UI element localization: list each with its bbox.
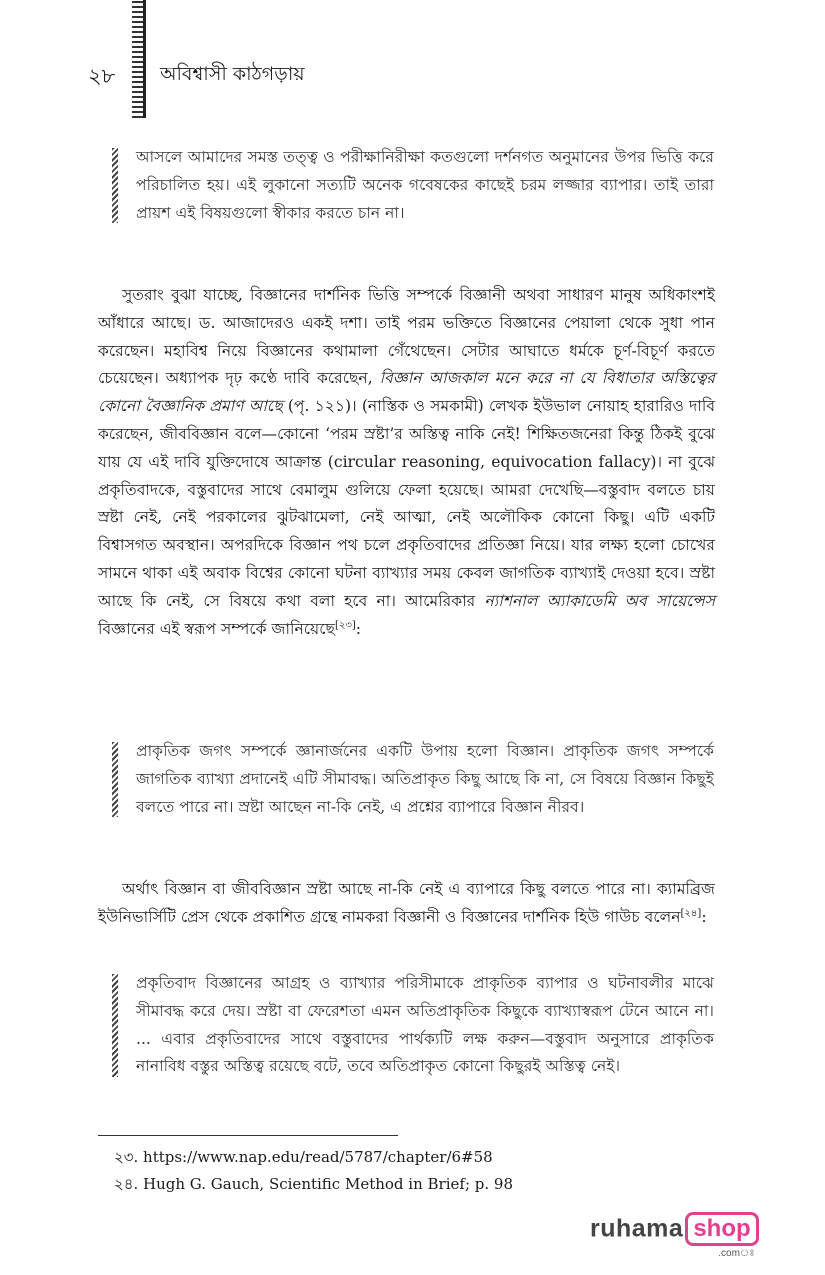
paragraph-text: বিজ্ঞানের এই স্বরূপ সম্পর্কে জানিয়েছে [98,619,335,638]
footnote-24: ২৪. Hugh G. Gauch, Scientific Method in Brief; p. 98 [114,1175,513,1193]
quote-bar [112,742,118,817]
paragraph-text: (পৃ. ১২১)। (নাস্তিক ও সমকামী) লেখক ইউভাল নোয়াহ হারারিও দাবি করেছেন, জীববিজ্ঞান বলে—কোনো ‘পরম স্রষ্টা’র অস্তিত্ব নাকি নেই! শিক্ষিতজনেরা কিন্তু ঠিকই বুঝে যায় যে এই দাবি যুক্তিদোষে আক্রান্ত (circular reasoning, equivocation fallacy)। না বুঝে প্রকৃতিবাদকে, বস্তুবাদের সাথে বেমালুম গুলিয়ে ফেলা হয়েছে। আমরা দেখেছি—বস্তুবাদ বলতে চায় স্রষ্টা নেই, নেই পরকালের ঝুটঝামেলা, নেই আত্মা, নেই অলৌকিক কোনো কিছু। এটি একটি বিশ্বাসগত অবস্থান। অপরদিকে বিজ্ঞান পথ চলে প্রকৃতিবাদের প্রতিজ্ঞা নিয়ে। যার লক্ষ্য হলো চোখের সামনে থাকা এই অবাক বিশ্বের কোনো ঘটনা ব্যাখ্যার সময় কেবল জাগতিক ব্যাখ্যাই দেওয়া হবে। স্রষ্টা আছে কি নেই, সে বিষয়ে কথা বলা হবে না। আমেরিকার [98,397,715,610]
paragraph-text: : [701,907,707,926]
quote-bar [112,148,118,223]
italic-claim: বিজ্ঞান আজকাল মনে করে না যে বিধাতার অস্তিত্বের কোনো বৈজ্ঞানিক প্রমাণ আছে [98,369,715,416]
watermark-logo [590,1212,759,1259]
body-paragraph-1 [98,282,715,643]
reference-24: [২৪] [680,907,702,919]
footnote-23: ২৩. https://www.nap.edu/read/5787/chapter/6#58 [114,1148,493,1166]
paragraph-text: : [355,619,362,638]
running-head: অবিশ্বাসী কাঠগড়ায় [160,63,305,85]
quote-text: আসলে আমাদের সমস্ত তত্ত্ব ও পরীক্ষানিরীক্ষা কতগুলো দর্শনগত অনুমানের উপর ভিত্তি করে পরিচালিত হয়। এই লুকানো সত্যটি অনেক গবেষকের কাছেই চরম লজ্জার ব্যাপার। তাই তারা প্রায়শ এই বিষয়গুলো স্বীকার করতে চান না। [136,148,714,222]
italic-organization: ন্যাশনাল অ্যাকাডেমি অব সায়েন্সেস [484,591,715,610]
header-rule [132,0,146,118]
page-number: ২৮ [88,64,116,88]
watermark-sub: .comঃ [718,1248,755,1259]
watermark-text: ruhama [590,1214,684,1243]
block-quote-2 [112,738,714,821]
footnotes [114,1144,513,1198]
quote-text: প্রকৃতিবাদ বিজ্ঞানের আগ্রহ ও ব্যাখ্যার পরিসীমাকে প্রাকৃতিক ব্যাপার ও ঘটনাবলীর মাঝে সীমাবদ্ধ করে দেয়। স্রষ্টা বা ফেরেশতা এমন অতিপ্রাকৃতিক কিছুকে ব্যাখ্যাস্বরূপ টেনে আনে না। ... এবার প্রকৃতিবাদের সাথে বস্তুবাদের পার্থক্যটি লক্ষ করুন—বস্তুবাদ অনুসারে প্রাকৃতিক নানাবিধ বস্তুর অস্তিত্ব রয়েছে বটে, তবে অতিপ্রাকৃত কোনো কিছুরই অস্তিত্ব নেই। [136,974,714,1076]
block-quote-1 [112,144,714,227]
paragraph-text: সুতরাং বুঝা যাচ্ছে, বিজ্ঞানের দার্শনিক ভিত্তি সম্পর্কে বিজ্ঞানী অথবা সাধারণ মানুষ অধিকাংশই আঁধারে আছে। ড. আজাদেরও একই দশা। তাই পরম ভক্তিতে বিজ্ঞানের পেয়ালা থেকে সুধা পান করেছেন। মহাবিশ্ব নিয়ে বিজ্ঞানের কথামালা গেঁথেছেন। সেটার আঘাতে ধর্মকে চূর্ণ-বিচূর্ণ করতে চেয়েছেন। অধ্যাপক দৃঢ় কণ্ঠে দাবি করেছেন, [98,286,715,388]
watermark-box: shop [685,1212,758,1246]
quote-text: প্রাকৃতিক জগৎ সম্পর্কে জ্ঞানার্জনের একটি উপায় হলো বিজ্ঞান। প্রাকৃতিক জগৎ সম্পর্কে জাগতিক ব্যাখ্যা প্রদানেই এটি সীমাবদ্ধ। অতিপ্রাকৃত কিছু আছে কি না, সে বিষয়ে বিজ্ঞান কিছুই বলতে পারে না। স্রষ্টা আছেন না-কি নেই, এ প্রশ্নের ব্যাপারে বিজ্ঞান নীরব। [136,742,714,816]
footnote-rule [98,1135,398,1136]
body-paragraph-2 [98,876,715,932]
block-quote-3 [112,970,714,1081]
reference-23: [২৩] [334,619,356,631]
paragraph-text: অর্থাৎ বিজ্ঞান বা জীববিজ্ঞান স্রষ্টা আছে না-কি নেই এ ব্যাপারে কিছু বলতে পারে না। ক্যামব্রিজ ইউনিভার্সিটি প্রেস থেকে প্রকাশিত গ্রন্থে নামকরা বিজ্ঞানী ও বিজ্ঞানের দার্শনিক হিউ গাউচ বলেন [98,880,715,926]
quote-bar [112,974,118,1077]
